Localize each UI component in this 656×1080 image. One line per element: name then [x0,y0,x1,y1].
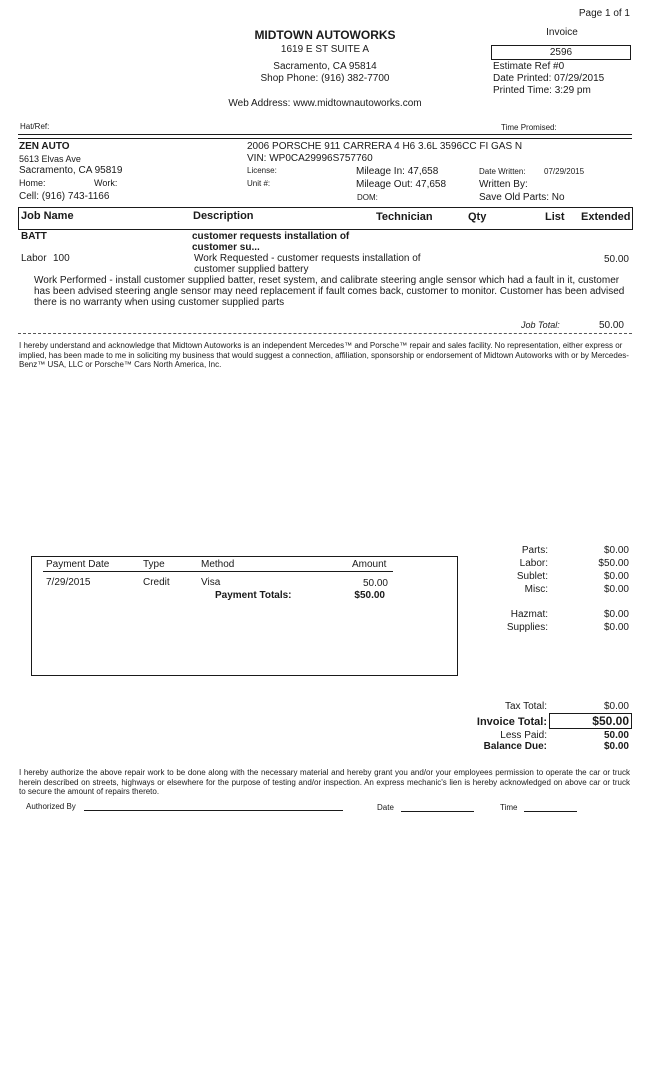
customer-city: Sacramento, CA 95819 [19,165,123,176]
job-table-header [18,207,633,230]
supplies-value: $0.00 [603,622,629,633]
labor-desc-line2: customer supplied battery [194,264,309,275]
invoice-total-value: $50.00 [549,713,632,729]
payment-totals: $50.00 [354,590,385,601]
estimate-ref: Estimate Ref #0 [493,61,565,72]
tax-total-label: Tax Total: [504,701,547,712]
shop-web: Web Address: www.midtownautoworks.com [228,98,422,109]
balance-due-value: $0.00 [603,741,629,752]
payment-amount: 50.00 [362,578,388,589]
hazmat-label: Hazmat: [510,609,548,620]
payment-type: Credit [143,577,170,588]
disclaimer: I hereby understand and acknowledge that Midtown Autoworks is an independent Mercedes™ and Porsche™ repair and sales facility. No representation, either express or implied, has been made to me in soliciting my business that would suggest a connection, affiliation, sponsorship or endorsement of Midtown Autoworks with or by Mercedes-Benz™ USA, LLC or Porsche™ Cars North America, Inc. [19,341,629,369]
labor-qty: 100 [53,253,70,264]
date-line[interactable] [401,811,474,812]
labor-label: Labor [21,253,47,264]
mileage-in: Mileage In: 47,658 [356,166,439,177]
payment-date: 7/29/2015 [46,577,91,588]
less-paid-label: Less Paid: [500,730,547,741]
job-total: 50.00 [598,320,624,331]
less-paid-value: 50.00 [603,730,629,741]
col-description: Description [193,210,254,222]
page-number: Page 1 of 1 [578,8,630,19]
col-job-name: Job Name [21,210,74,222]
invoice-total-label: Invoice Total: [476,716,547,728]
supplies-label: Supplies: [506,622,548,633]
shop-name: MIDTOWN AUTOWORKS [254,28,396,42]
misc-label: Misc: [524,584,548,595]
date-written-label: Date Written: [479,167,526,176]
parts-label: Parts: [521,545,548,556]
customer-address: 5613 Elvas Ave [19,154,81,164]
payment-totals-label: Payment Totals: [215,590,292,601]
sublet-label: Sublet: [516,571,548,582]
authorization-text: I hereby authorize the above repair work to be done along with the necessary material and hereby grant you and/or your employees permission to operate the car or truck herein described on streets, highways or elsewhere for the purpose of testing and/or inspection. An express mechanic's lien is hereby acknowledged on above car or truck to secure the amount of repairs thereto. [19,768,630,796]
payment-method-header: Method [201,559,235,570]
hazmat-value: $0.00 [603,609,629,620]
col-qty: Qty [468,211,487,223]
license-label: License: [247,166,277,175]
customer-cell: Cell: (916) 743-1166 [19,191,110,202]
col-technician: Technician [376,211,433,223]
labor-summary-label: Labor: [519,558,548,569]
labor-extended: 50.00 [603,254,629,265]
labor-summary-value: $50.00 [598,558,629,569]
authorized-by-label: Authorized By [26,802,76,811]
customer-home-label: Home: [19,178,46,188]
labor-desc-line1: Work Requested - customer requests installation of [194,253,421,264]
mileage-out: Mileage Out: 47,658 [356,179,447,190]
tax-total-value: $0.00 [603,701,629,712]
col-extended: Extended [581,211,631,223]
divider [18,138,632,139]
date-label: Date [377,803,394,812]
shop-phone: Shop Phone: (916) 382-7700 [260,73,390,84]
customer-name: ZEN AUTO [19,141,70,152]
job-desc-line1: customer requests installation of [192,231,350,242]
hat-ref-label: Hat/Ref: [20,122,50,131]
customer-work-label: Work: [94,178,118,188]
dom-label: DOM: [357,193,378,202]
printed-time: Printed Time: 3:29 pm [493,85,591,96]
divider [18,134,632,135]
divider [43,571,393,572]
written-by: Written By: [479,179,528,190]
payment-type-header: Type [143,559,165,570]
payment-box [31,556,458,676]
balance-due-label: Balance Due: [483,741,547,752]
job-desc-line2: customer su... [192,242,260,253]
job-total-label: Job Total: [521,320,560,330]
authorized-by-line[interactable] [84,810,343,811]
time-label: Time [500,803,518,812]
sublet-value: $0.00 [603,571,629,582]
divider [18,333,632,334]
time-promised-label: Time Promised: [501,123,557,132]
time-line[interactable] [524,811,577,812]
job-name: BATT [21,231,47,242]
vehicle-vin: VIN: WP0CA29996S757760 [247,153,373,164]
parts-value: $0.00 [603,545,629,556]
date-written: 07/29/2015 [544,167,585,176]
date-printed: Date Printed: 07/29/2015 [493,73,605,84]
misc-value: $0.00 [603,584,629,595]
invoice-label: Invoice [546,27,578,38]
payment-date-header: Payment Date [46,559,110,570]
shop-city: Sacramento, CA 95814 [273,61,377,72]
vehicle-description: 2006 PORSCHE 911 CARRERA 4 H6 3.6L 3596CC FI GAS N [247,141,523,152]
work-performed: Work Performed - install customer supplied batter, reset system, and calibrate steering angle sensor which had a fault in it, customer has been advised steering angle sensor may need replacement if fault comes back, customer to monitor. Customer has been advised there is no warranty when using customer supplied parts [34,275,625,308]
col-list: List [545,211,565,223]
unit-label: Unit #: [247,179,271,188]
payment-amount-header: Amount [352,559,387,570]
invoice-number: 2596 [491,45,631,60]
shop-street: 1619 E ST SUITE A [280,44,370,55]
payment-method: Visa [201,577,221,588]
save-old-parts: Save Old Parts: No [479,192,565,203]
